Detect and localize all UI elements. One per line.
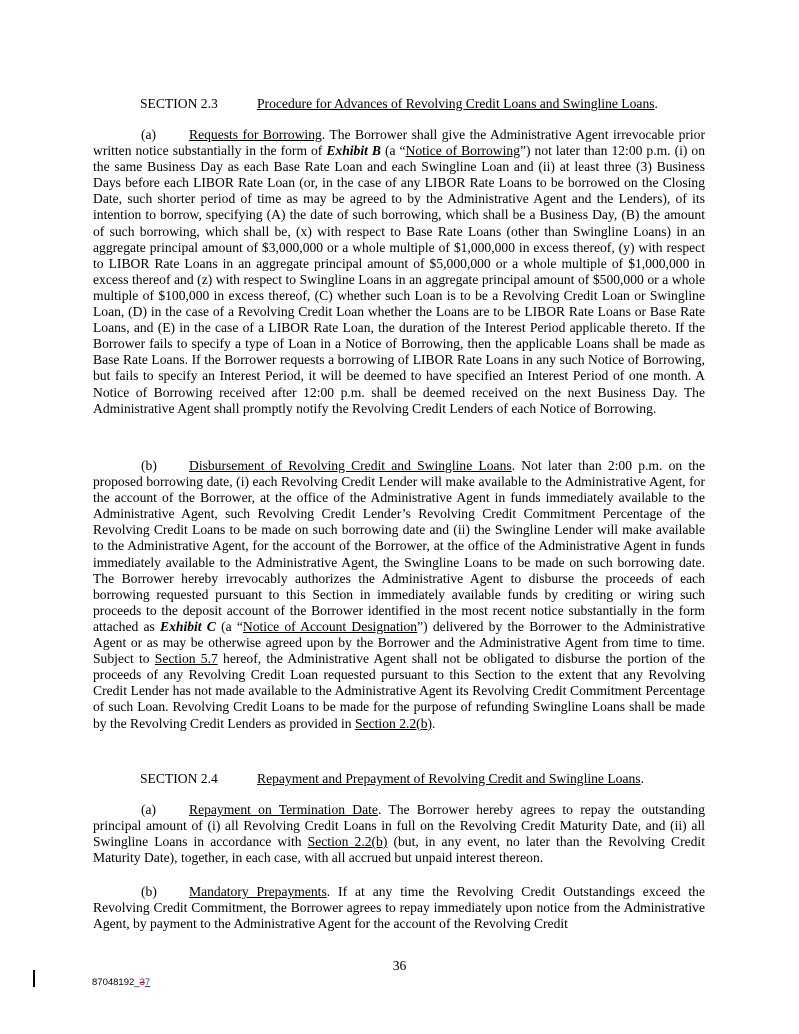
section-number: SECTION 2.4: [140, 771, 218, 786]
defined-term: Notice of Account Designation: [242, 618, 418, 634]
exhibit-reference: Exhibit C: [160, 618, 216, 634]
deleted-revision: 3: [139, 977, 145, 988]
paragraph-label: (b): [141, 458, 157, 473]
inserted-revision: 7: [144, 977, 151, 988]
paragraph-mandatory-prepayments: (b) Mandatory Prepayments. If at any time the Revolving Credit Outstandings exceed the Revolving Credit Commitment, the Borrower agrees to repay immediately upon notice from the Administrative Agent, by payment to the Administrative Agent for the account of the Revolving Credit: [93, 884, 706, 932]
paragraph-heading: Repayment on Termination Date: [189, 802, 378, 817]
paragraph-heading: Mandatory Prepayments: [189, 884, 327, 899]
change-bar: [33, 970, 35, 987]
document-id: 87048192_37: [92, 977, 151, 988]
paragraph-heading: Requests for Borrowing: [189, 127, 322, 142]
paragraph-requests-for-borrowing: (a) Requests for Borrowing. The Borrower shall give the Administrative Agent irrevocable prior written notice substantially in the form of Exhibit B (a “Notice of Borrowing”) not later than 12:00 p.m. (i) on the same Business Day as each Base Rate Loan and each Swingline Loan and (ii) at least three (3) Business Days before each LIBOR Rate Loan (or, in the case of any LIBOR Rate Loans to be borrowed on the Closing Date, such shorter period of time as may be agreed to by the Administrative Agent and the Lenders), of its intention to borrow, specifying (A) the date of such borrowing, which shall be a Business Day, (B) the amount of such borrowing, which shall be, (x) with respect to Base Rate Loans (other than Swingline Loans) in an aggregate principal amount of $3,000,000 or a whole multiple of $1,000,000 in excess thereof, (y) with respect to LIBOR Rate Loans in an aggregate principal amount of $5,000,000 or a whole multiple of $1,000,000 in excess thereof and (z) with respect to Swingline Loans in an aggregate principal amount of $500,000 or a whole multiple of $100,000 in excess thereof, (C) whether such Loan is to be a Revolving Credit Loan or Swingline Loan, (D) in the case of a Revolving Credit Loan whether the Loans are to be LIBOR Rate Loans or Base Rate Loans, and (E) in the case of a LIBOR Rate Loan, the duration of the Interest Period applicable thereto. If the Borrower fails to specify a type of Loan in a Notice of Borrowing, then the applicable Loans shall be made as Base Rate Loans. If the Borrower requests a borrowing of LIBOR Rate Loans in any such Notice of Borrowing, but fails to specify an Interest Period, it will be deemed to have specified an Interest Period of one month. A Notice of Borrowing received after 12:00 p.m. shall be deemed received on the next Business Day. The Administrative Agent shall promptly notify the Revolving Credit Lenders of each Notice of Borrowing.: [93, 127, 705, 416]
section-title: Procedure for Advances of Revolving Credit Loans and Swingline Loans: [257, 96, 655, 111]
exhibit-reference: Exhibit B: [326, 143, 381, 159]
section-2-3-heading: SECTION 2.3 Procedure for Advances of Revolving Credit Loans and Swingline Loans.: [140, 96, 658, 111]
page-number: 36: [392, 958, 407, 973]
section-number: SECTION 2.3: [140, 96, 218, 111]
section-title: Repayment and Prepayment of Revolving Credit and Swingline Loans: [257, 771, 641, 786]
section-reference: Section 5.7: [154, 651, 218, 667]
paragraph-label: (a): [141, 127, 157, 142]
paragraph-label: (b): [141, 884, 157, 899]
paragraph-heading: Disbursement of Revolving Credit and Swingline Loans: [189, 458, 512, 473]
paragraph-label: (a): [141, 802, 157, 817]
paragraph-repayment-on-termination: (a) Repayment on Termination Date. The Borrower hereby agrees to repay the outstanding principal amount of (i) all Revolving Credit Loans in full on the Revolving Credit Maturity Date, and (ii) all Swingline Loans in accordance with Section 2.2(b) (but, in any event, no later than the Revolving Credit Maturity Date), together, in each case, with all accrued but unpaid interest thereon.: [93, 802, 705, 866]
paragraph-disbursement: (b) Disbursement of Revolving Credit and Swingline Loans. Not later than 2:00 p.m. on the proposed borrowing date, (i) each Revolving Credit Lender will make available to the Administrative Agent, for the account of the Borrower, at the office of the Administrative Agent in funds immediately available to the Administrative Agent, such Revolving Credit Lender’s Revolving Credit Commitment Percentage of the Revolving Credit Loans to be made on such borrowing date and (ii) the Swingline Lender will make available to the Administrative Agent, for the account of the Borrower, at the office of the Administrative Agent in funds immediately available to the Administrative Agent, the Swingline Loans to be made on such borrowing date. The Borrower hereby irrevocably authorizes the Administrative Agent to disburse the proceeds of each borrowing requested pursuant to this Section in immediately available funds by crediting or wiring such proceeds to the deposit account of the Borrower identified in the most recent notice substantially in the form attached as Exhibit C (a “Notice of Account Designation”) delivered by the Borrower to the Administrative Agent or as may be otherwise agreed upon by the Borrower and the Administrative Agent from time to time. Subject to Section 5.7 hereof, the Administrative Agent shall not be obligated to disburse the portion of the proceeds of any Revolving Credit Loan requested pursuant to this Section to the extent that any Revolving Credit Lender has not made available to the Administrative Agent its Revolving Credit Commitment Percentage of such Loan. Revolving Credit Loans to be made for the purpose of refunding Swingline Loans shall be made by the Revolving Credit Lenders as provided in Section 2.2(b).: [93, 458, 706, 731]
section-reference: Section 2.2(b): [307, 834, 388, 850]
section-reference: Section 2.2(b): [355, 715, 433, 731]
defined-term: Notice of Borrowing: [405, 143, 520, 159]
section-2-4-heading: SECTION 2.4 Repayment and Prepayment of Revolving Credit and Swingline Loans.: [140, 771, 644, 786]
